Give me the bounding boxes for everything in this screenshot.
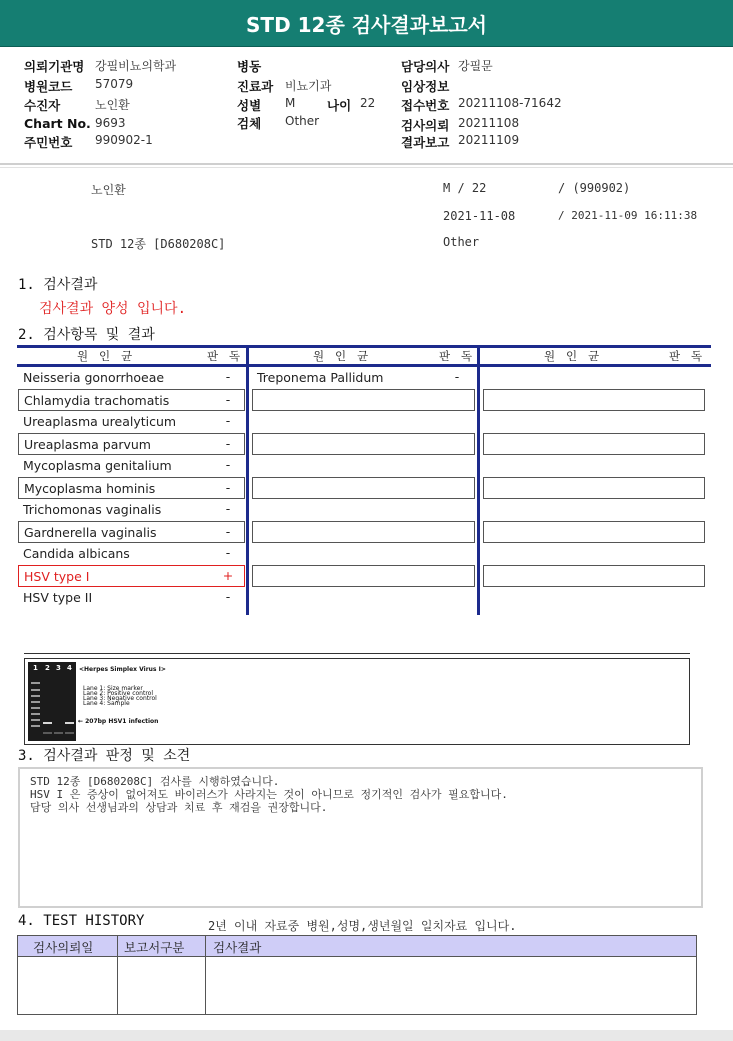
header-value-sex: M (285, 96, 296, 110)
table-row-positive (18, 565, 245, 587)
header-value-receipt-no: 20211108-71642 (458, 96, 562, 110)
gel-annotation: ← 207bp HSV1 infection (78, 718, 159, 725)
history-header-result: 검사결과 (213, 940, 262, 955)
table-row (18, 477, 245, 499)
overall-result: 검사결과 양성 입니다. (39, 301, 187, 317)
gel-band (54, 732, 63, 734)
patient-date-requested: 2021-11-08 (443, 209, 516, 223)
history-note: 2년 이내 자료중 병원,성명,생년월일 일치자료 입니다. (208, 919, 517, 933)
gel-legend-line: Lane 4: Sample (83, 700, 130, 707)
pathogen-result: - (225, 413, 231, 428)
gel-band (31, 713, 40, 715)
empty-cell (252, 389, 475, 411)
pathogen-result: - (225, 457, 231, 472)
gel-legend-line: Lane 2: Positive control (83, 690, 154, 697)
header-label-ward: 병동 (237, 59, 262, 74)
pathogen-result: - (454, 369, 460, 384)
gel-band (31, 719, 40, 721)
table-row (18, 389, 245, 411)
header-label-institution: 의뢰기관명 (24, 59, 85, 74)
pathogen-name: Mycoplasma hominis (24, 481, 156, 496)
table-row (18, 521, 245, 543)
header-divider-shadow (0, 167, 733, 168)
report-header (0, 48, 733, 165)
header-label-receipt-no: 접수번호 (401, 98, 450, 113)
gel-figure (24, 658, 690, 745)
results-table (17, 345, 711, 615)
history-table (17, 935, 697, 1015)
header-value-resident-no: 990902-1 (95, 133, 153, 147)
gel-legend-line: Lane 1: Size marker (83, 685, 143, 692)
header-label-hospital-code: 병원코드 (24, 79, 73, 94)
header-value-patient: 노인환 (95, 98, 130, 112)
gel-band (43, 722, 52, 724)
header-label-department: 진료과 (237, 79, 274, 94)
gel-top-rule (24, 653, 690, 654)
section-3-title: 3. 검사결과 판정 및 소견 (18, 748, 191, 764)
col3-header-pathogen: 원 인 균 (544, 349, 602, 363)
gel-band (31, 682, 40, 684)
pathogen-result: - (225, 480, 231, 495)
gel-band (31, 701, 40, 703)
table-row (18, 499, 245, 521)
header-label-request-date: 검사의뢰 (401, 118, 450, 133)
empty-cell (483, 389, 705, 411)
pathogen-name: Mycoplasma genitalium (23, 458, 172, 473)
gel-lane-number: 4 (67, 664, 72, 672)
gel-band (65, 732, 74, 734)
patient-test-name: STD 12종 [D680208C] (91, 237, 226, 251)
table-row (252, 367, 475, 389)
section-4-title: 4. TEST HISTORY (18, 913, 145, 929)
header-value-report-date: 20211109 (458, 133, 520, 147)
header-label-clinical-info: 임상정보 (401, 79, 450, 94)
col2-header-result: 판 독 (439, 349, 475, 363)
pathogen-name: Ureaplasma urealyticum (23, 414, 177, 429)
opinion-line: 담당 의사 선생님과의 상담과 치료 후 재검을 권장합니다. (30, 801, 328, 814)
header-value-hospital-code: 57079 (95, 77, 134, 91)
table-column-divider-1 (246, 345, 249, 615)
patient-specimen: Other (443, 235, 480, 249)
header-value-request-date: 20211108 (458, 116, 520, 130)
pathogen-result: + (222, 568, 234, 583)
report-title: STD 12종 검사결과보고서 (0, 0, 733, 47)
opinion-line: STD 12종 [D680208C] 검사를 시행하였습니다. (30, 775, 280, 788)
col2-header-pathogen: 원 인 균 (313, 349, 371, 363)
table-row (18, 433, 245, 455)
gel-lane-number: 3 (56, 664, 61, 672)
header-label-report-date: 결과보고 (401, 135, 450, 150)
empty-cell (483, 433, 705, 455)
gel-band (31, 695, 40, 697)
empty-cell (252, 477, 475, 499)
pathogen-result: - (225, 545, 231, 560)
header-label-chart-no: Chart No. (24, 116, 91, 131)
empty-cell (483, 565, 705, 587)
gel-title: <Herpes Simplex Virus I> (79, 666, 166, 673)
header-label-resident-no: 주민번호 (24, 135, 73, 150)
header-value-specimen: Other (285, 114, 320, 128)
gel-lane-number: 2 (45, 664, 50, 672)
header-value-institution: 강필비뇨의학과 (95, 59, 177, 73)
gel-legend-line: Lane 3: Negative control (83, 695, 157, 702)
patient-name: 노인환 (91, 183, 126, 197)
empty-cell (252, 521, 475, 543)
pathogen-result: - (225, 524, 231, 539)
header-label-sex: 성별 (237, 98, 262, 113)
pathogen-name: Chlamydia trachomatis (24, 393, 170, 408)
pathogen-name: Treponema Pallidum (257, 370, 384, 385)
pathogen-result: - (225, 589, 231, 604)
gel-band (43, 732, 52, 734)
pathogen-result: - (225, 369, 231, 384)
pathogen-name: Neisseria gonorrhoeae (23, 370, 165, 385)
gel-band (31, 689, 40, 691)
history-table-header (18, 936, 696, 957)
pathogen-name: HSV type I (24, 569, 90, 584)
pathogen-name: Gardnerella vaginalis (24, 525, 157, 540)
empty-cell (252, 565, 475, 587)
gel-band (65, 722, 74, 724)
col3-header-result: 판 독 (669, 349, 705, 363)
header-value-doctor: 강필문 (458, 59, 493, 73)
patient-id: / (990902) (558, 181, 631, 195)
opinion-box (18, 767, 703, 908)
table-row (18, 587, 245, 609)
history-header-report-type: 보고서구분 (124, 940, 185, 955)
gel-band (31, 707, 40, 709)
header-label-specimen: 검체 (237, 116, 262, 131)
col1-header-result: 판 독 (207, 349, 243, 363)
history-header-request-date: 검사의뢰일 (33, 940, 94, 955)
table-row (18, 543, 245, 565)
header-value-department: 비뇨기과 (285, 79, 332, 93)
gel-band (31, 725, 40, 727)
pathogen-result: - (225, 501, 231, 516)
patient-sex-age: M / 22 (443, 181, 487, 195)
gel-electrophoresis-image (28, 662, 76, 741)
table-row (18, 367, 245, 389)
opinion-line: HSV I 은 증상이 없어져도 바이러스가 사라지는 것이 아니므로 정기적인 검사가 필요합니다. (30, 788, 508, 801)
pathogen-name: HSV type II (23, 590, 93, 605)
history-column-divider (205, 936, 206, 1014)
header-label-patient: 수진자 (24, 98, 61, 113)
header-label-doctor: 담당의사 (401, 59, 450, 74)
col1-header-pathogen: 원 인 균 (77, 349, 135, 363)
header-value-chart-no: 9693 (95, 116, 126, 130)
pathogen-name: Candida albicans (23, 546, 130, 561)
gel-lane-number: 1 (33, 664, 38, 672)
header-divider (0, 163, 733, 165)
table-row (18, 411, 245, 433)
pathogen-name: Trichomonas vaginalis (23, 502, 162, 517)
table-column-divider-2 (477, 345, 480, 615)
pathogen-name: Ureaplasma parvum (24, 437, 151, 452)
empty-cell (483, 477, 705, 499)
empty-cell (483, 521, 705, 543)
page-bottom-strip (0, 1030, 733, 1041)
pathogen-result: - (225, 436, 231, 451)
header-value-age: 22 (360, 96, 376, 110)
patient-date-reported: / 2021-11-09 16:11:38 (558, 209, 698, 222)
header-label-age: 나이 (327, 98, 352, 113)
history-column-divider (117, 936, 118, 1014)
table-row (18, 455, 245, 477)
section-2-title: 2. 검사항목 및 결과 (18, 327, 155, 343)
section-1-title: 1. 검사결과 (18, 277, 98, 293)
empty-cell (252, 433, 475, 455)
pathogen-result: - (225, 392, 231, 407)
